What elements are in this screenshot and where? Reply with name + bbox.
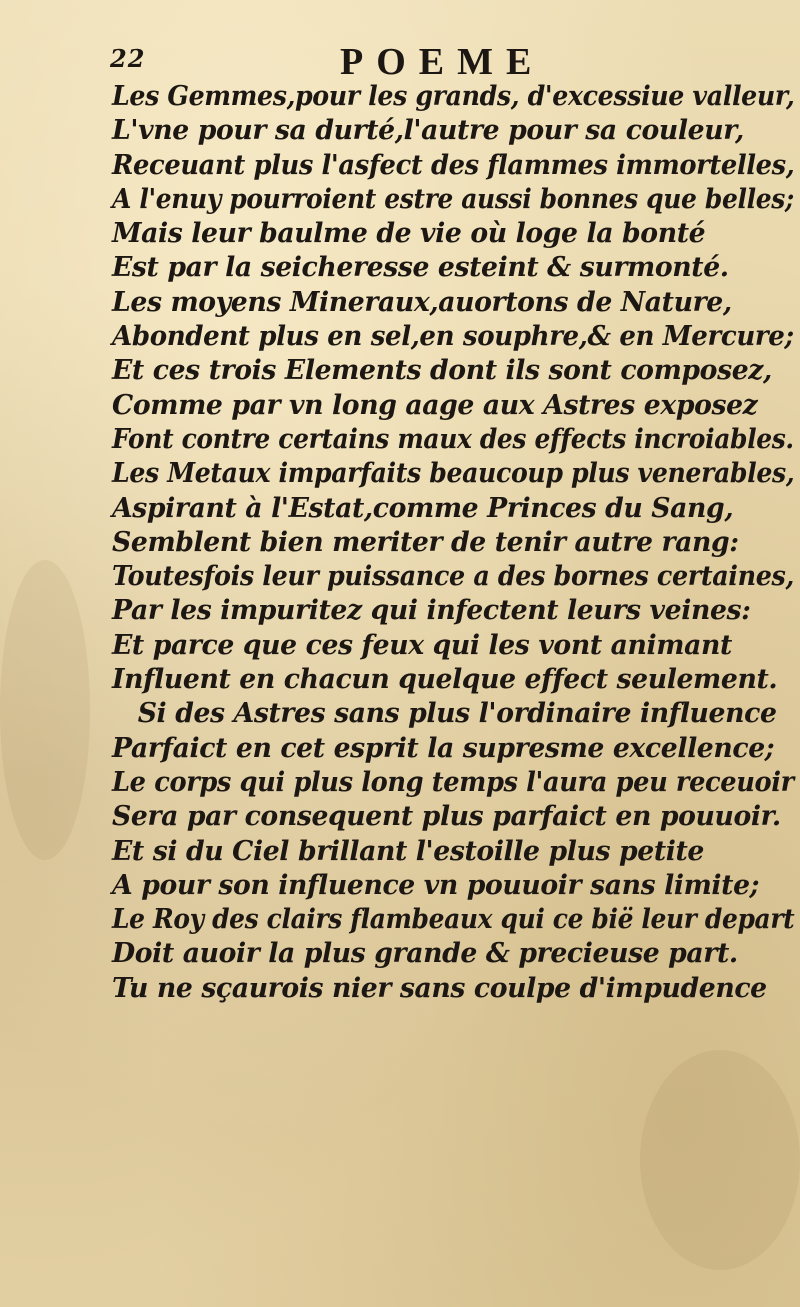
verse-line: Sera par consequent plus parfaict en pouuoir. <box>112 801 781 833</box>
page-number: 22 <box>110 44 146 73</box>
verse-line: A pour son influence vn pouuoir sans limite; <box>112 869 760 901</box>
verse-line: Les Metaux imparfaits beaucoup plus venerables, <box>112 458 795 490</box>
verse-line: Et ces trois Elements dont ils sont composez, <box>112 355 772 387</box>
verse-line: Receuant plus l'asfect des flammes immortelles, <box>112 149 795 181</box>
verse-line: Et parce que ces feux qui les vont animant <box>112 629 732 661</box>
verse-line: Les Gemmes,pour les grands, d'excessiue valleur, <box>112 81 795 112</box>
paper-stain <box>640 1050 800 1270</box>
verse-block <box>112 80 800 1006</box>
verse-line: Abondent plus en sel,en souphre,& en Mercure; <box>112 321 794 353</box>
verse-line: Tu ne sçaurois nier sans coulpe d'impudence <box>112 972 767 1004</box>
verse-line: Les moyens Mineraux,auortons de Nature, <box>112 286 732 318</box>
verse-line: Font contre certains maux des effects incroiables. <box>112 423 794 455</box>
verse-line: Si des Astres sans plus l'ordinaire influence <box>137 698 777 730</box>
verse-line: Mais leur baulme de vie où loge la bonté <box>112 218 706 250</box>
verse-line: L'vne pour sa durté,l'autre pour sa couleur, <box>112 115 744 147</box>
verse-line: Le Roy des clairs flambeaux qui ce bië leur depart <box>112 904 795 936</box>
verse-line: Le corps qui plus long temps l'aura peu receuoir <box>112 766 794 798</box>
verse-line: Comme par vn long aage aux Astres exposez <box>112 389 758 421</box>
verse-line: Et si du Ciel brillant l'estoille plus petite <box>112 835 705 867</box>
verse-line: Parfaict en cet esprit la supresme excellence; <box>112 732 775 764</box>
verse-line: Est par la seicheresse esteint & surmonté. <box>112 252 729 284</box>
verse-line: Aspirant à l'Estat,comme Princes du Sang, <box>112 492 734 524</box>
running-title: POEME <box>340 41 545 83</box>
verse-line: Doit auoir la plus grande & precieuse part. <box>112 938 738 970</box>
verse-line: Influent en chacun quelque effect seulement. <box>112 664 778 696</box>
paper-stain <box>0 560 90 860</box>
verse-line: Toutesfois leur puissance a des bornes certaines, <box>112 561 794 593</box>
verse-line: A l'enuy pourroient estre aussi bonnes que belles; <box>112 183 794 215</box>
verse-line: Semblent bien meriter de tenir autre rang: <box>112 526 739 558</box>
verse-line: Par les impuritez qui infectent leurs veines: <box>112 595 751 627</box>
